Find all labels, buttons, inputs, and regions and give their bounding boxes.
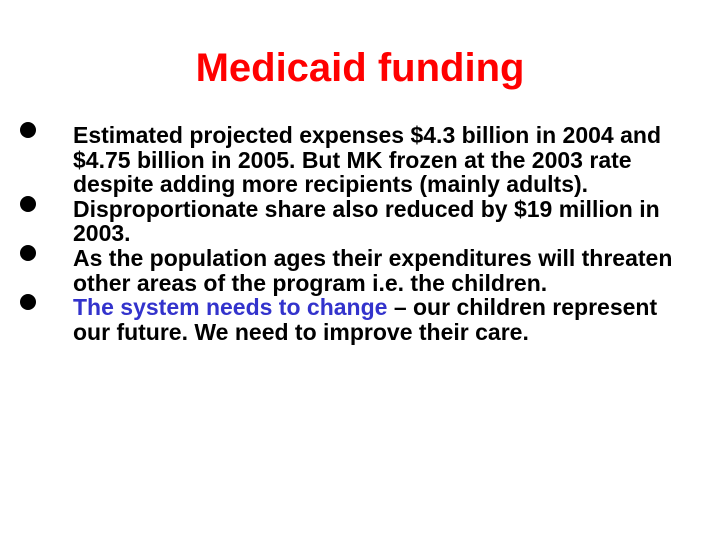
bullet-dot-icon [18,194,38,214]
bullet-highlight-text: The system needs to change [73,294,388,321]
bullet-item [18,123,698,197]
bullet-text: As the population ages their expenditures will threaten other areas of the program i.e. the children. [73,244,673,296]
bullet-dot-icon [18,243,38,263]
bullet-text: Disproportionate share also reduced by $19 million in 2003. [73,195,660,247]
slide-title: Medicaid funding [195,46,525,90]
bullet-item [18,197,698,246]
bullet-list [18,123,698,344]
bullet-dot-icon [18,120,38,140]
bullet-text: – our children represent our future. We need to improve their care. [73,294,658,345]
bullet-text: Estimated projected expenses $4.3 billion in 2004 and $4.75 billion in 2005. But MK frozen at the 2003 rate despite adding more recipients (mainly adults). [73,122,661,198]
bullet-dot-icon [18,292,38,312]
bullet-item [18,295,698,344]
bullet-item [18,246,698,295]
